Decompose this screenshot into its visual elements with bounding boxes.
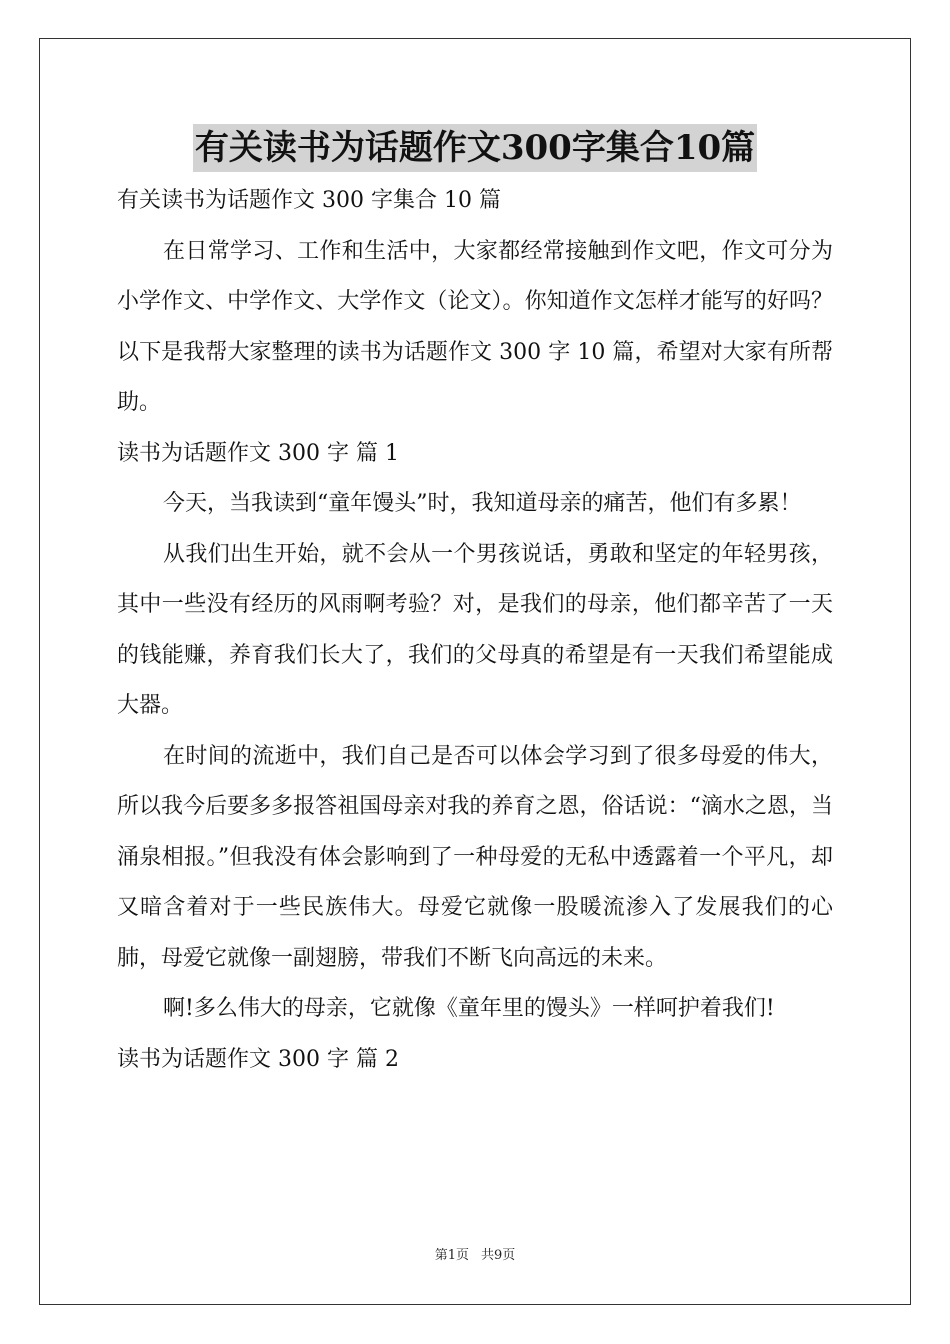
section-heading-2: 读书为话题作文 300 字 篇 2 [117,1046,399,1072]
page-total: 共9页 [481,1248,516,1263]
section1-paragraph: 在时间的流逝中，我们自己是否可以体会学习到了很多母爱的伟大，所以我今后要多多报答祖国母亲对我的养育之恩，俗话说：“滴水之恩，当涌泉相报。”但我没有体会影响到了一种母爱的无私中透露着一个平凡，却又暗含着对于一些民族伟大。母爱它就像一股暖流渗入了发展我们的心肺，母爱它就像一副翅膀，带我们不断飞向高远的未来。 [117,743,833,971]
page-footer [0,1246,950,1266]
page-number: 第1页 [434,1248,469,1263]
section1-paragraph: 从我们出生开始，就不会从一个男孩说话，勇敢和坚定的年轻男孩，其中一些没有经历的风雨啊考验？对，是我们的母亲，他们都辛苦了一天的钱能赚，养育我们长大了，我们的父母真的希望是有一天我们希望能成大器。 [117,541,833,718]
title-container [0,124,950,172]
document-title: 有关读书为话题作文300字集合10篇 [193,124,757,172]
document-body [117,176,833,1085]
section-heading-1: 读书为话题作文 300 字 篇 1 [117,440,399,466]
section1-paragraph: 今天，当我读到“童年馒头”时，我知道母亲的痛苦，他们有多累！ [163,491,802,516]
section1-paragraph: 啊!多么伟大的母亲，它就像《童年里的馒头》一样呵护着我们! [163,996,775,1021]
document-subtitle: 有关读书为话题作文 300 字集合 10 篇 [117,188,501,213]
intro-paragraph: 在日常学习、工作和生活中，大家都经常接触到作文吧，作文可分为小学作文、中学作文、大学作文（论文）。你知道作文怎样才能写的好吗？以下是我帮大家整理的读书为话题作文 300 字 10 篇，希望对大家有所帮助。 [117,238,833,415]
